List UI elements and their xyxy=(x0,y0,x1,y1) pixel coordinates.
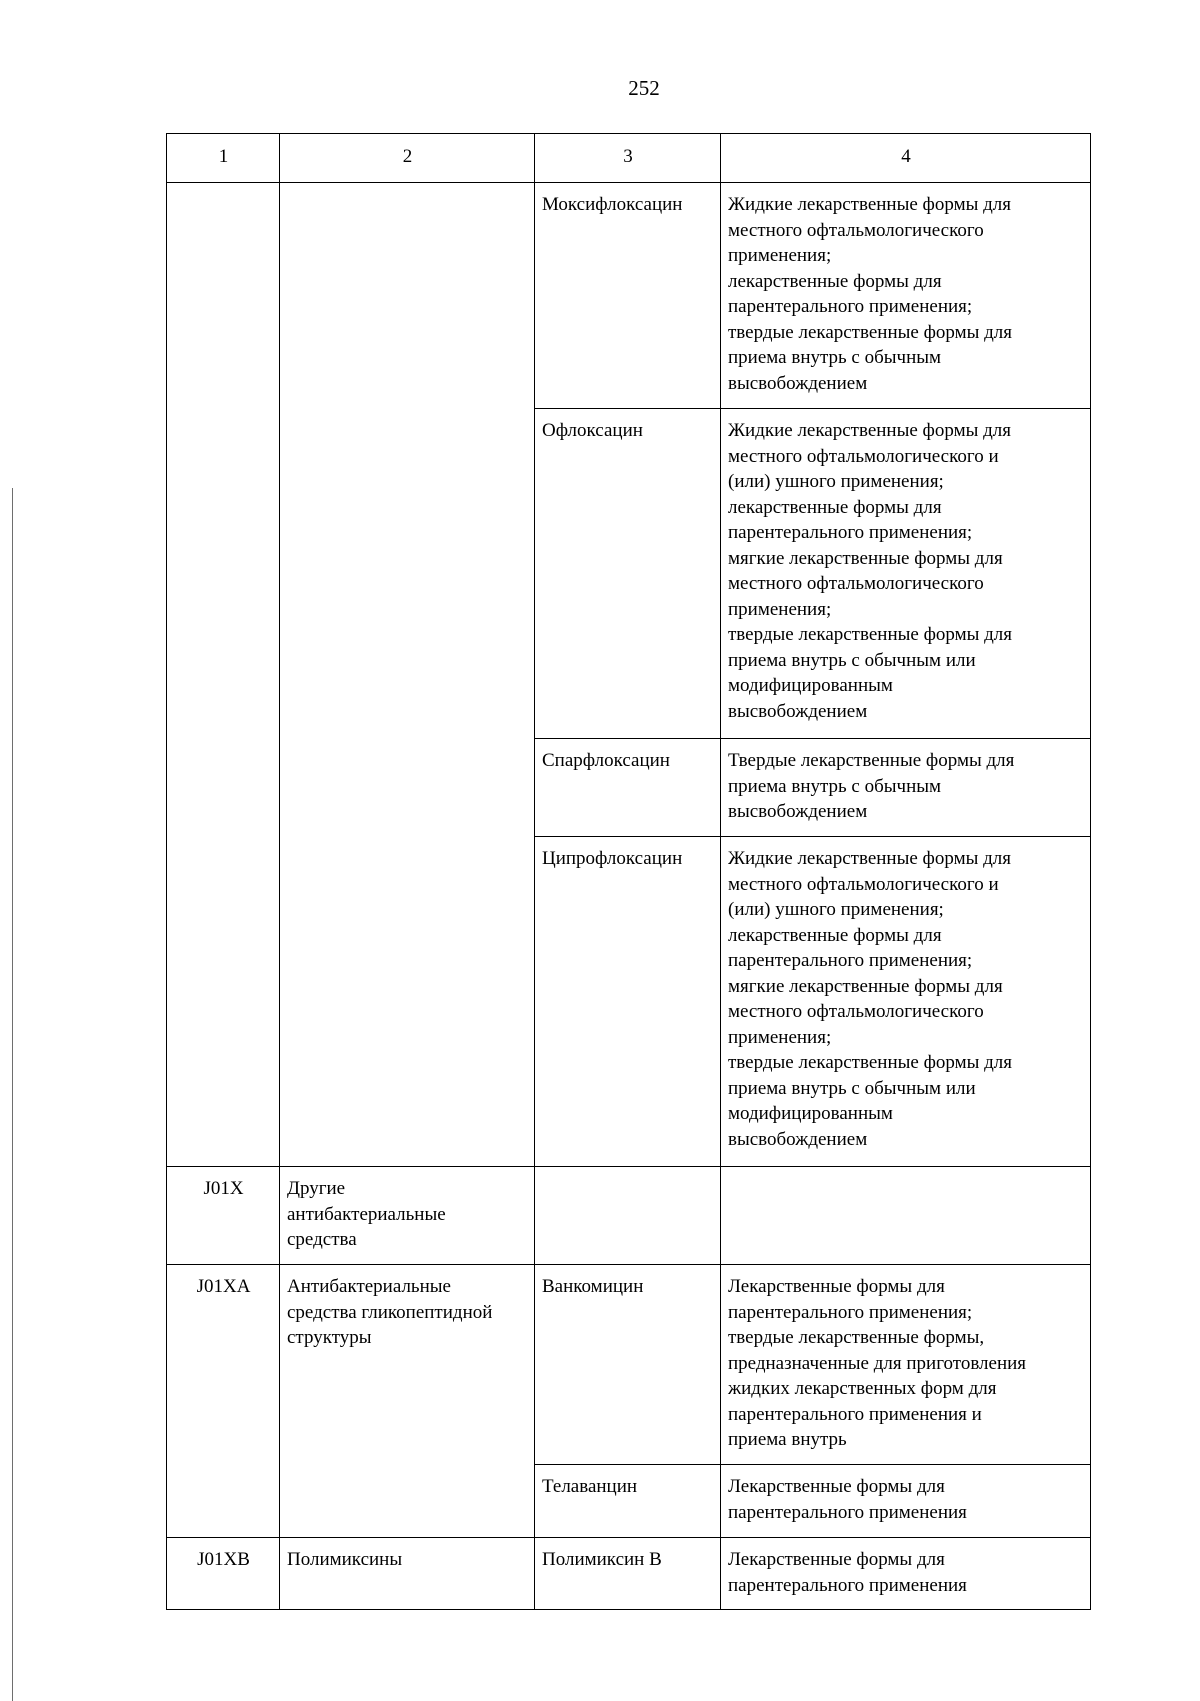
drug-cell: Ципрофлоксацин xyxy=(535,837,721,1167)
forms-cell xyxy=(721,1167,1091,1265)
drug-cell: Моксифлоксацин xyxy=(535,183,721,409)
table-row xyxy=(167,1167,1091,1265)
code-cell: J01XA xyxy=(167,1265,280,1538)
drug-table xyxy=(166,133,1091,1610)
header-col-4: 4 xyxy=(721,134,1091,183)
forms-cell: Твердые лекарственные формы для приема внутрь с обычным высвобождением xyxy=(721,739,1091,837)
forms-cell: Жидкие лекарственные формы для местного офтальмологического применения; лекарственные формы для парентерального применения; твердые лекарственные формы для приема внутрь с обычным высвобождением xyxy=(721,183,1091,409)
code-cell: J01X xyxy=(167,1167,280,1265)
forms-cell: Жидкие лекарственные формы для местного офтальмологического и (или) ушного применения; лекарственные формы для парентерального применения; мягкие лекарственные формы для местного офтальмологического применения; твердые лекарственные формы для приема внутрь с обычным или модифицированным высвобождением xyxy=(721,409,1091,739)
group-cell: Другие антибактериальные средства xyxy=(280,1167,535,1265)
drug-cell xyxy=(535,1167,721,1265)
forms-cell: Жидкие лекарственные формы для местного офтальмологического и (или) ушного применения; лекарственные формы для парентерального применения; мягкие лекарственные формы для местного офтальмологического применения; твердые лекарственные формы для приема внутрь с обычным или модифицированным высвобождением xyxy=(721,837,1091,1167)
drug-cell: Спарфлоксацин xyxy=(535,739,721,837)
drug-cell: Офлоксацин xyxy=(535,409,721,739)
table-header-row xyxy=(167,134,1091,183)
group-cell: Полимиксины xyxy=(280,1538,535,1610)
table-row xyxy=(167,1265,1091,1465)
group-cell: Антибактериальные средства гликопептидной структуры xyxy=(280,1265,535,1538)
header-col-3: 3 xyxy=(535,134,721,183)
header-col-1: 1 xyxy=(167,134,280,183)
code-cell: J01XB xyxy=(167,1538,280,1610)
table-row xyxy=(167,183,1091,409)
drug-cell: Полимиксин В xyxy=(535,1538,721,1610)
drug-cell: Ванкомицин xyxy=(535,1265,721,1465)
header-col-2: 2 xyxy=(280,134,535,183)
page-number: 252 xyxy=(628,76,660,100)
group-cell xyxy=(280,183,535,1167)
table-row xyxy=(167,1538,1091,1610)
scan-edge-line xyxy=(12,488,13,1701)
forms-cell: Лекарственные формы для парентерального применения; твердые лекарственные формы, предназначенные для приготовления жидких лекарственных форм для парентерального применения и приема внутрь xyxy=(721,1265,1091,1465)
forms-cell: Лекарственные формы для парентерального применения xyxy=(721,1465,1091,1538)
code-cell xyxy=(167,183,280,1167)
forms-cell: Лекарственные формы для парентерального применения xyxy=(721,1538,1091,1610)
drug-cell: Телаванцин xyxy=(535,1465,721,1538)
